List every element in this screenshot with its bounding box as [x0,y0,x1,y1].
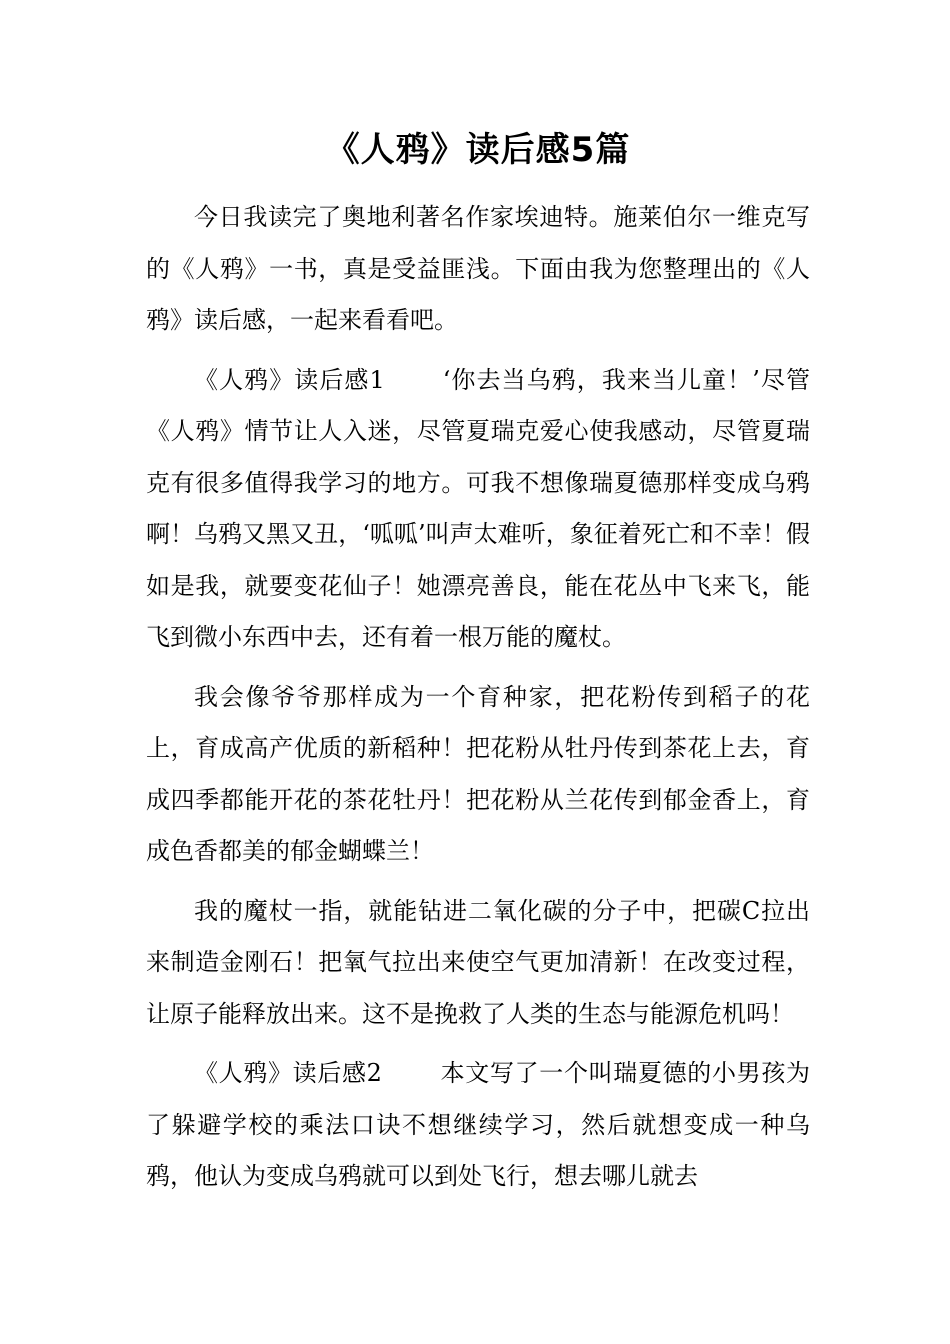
section-2-heading: 《人鸦》读后感2 [194,1059,382,1087]
paragraph-3: 我的魔杖一指，就能钻进二氧化碳的分子中，把碳C拉出来制造金刚石！把氧气拉出来使空气更加清新！在改变过程，让原子能释放出来。这不是挽救了人类的生态与能源危机吗！ [146,896,810,1028]
section-2-text: 本文写了一个叫瑞夏德的小男孩为了躲避学校的乘法口诀不想继续学习，然后就想变成一种乌鸦，他认为变成乌鸦就可以到处飞行，想去哪儿就去 [146,1059,810,1190]
section-2-paragraph [146,1048,810,1203]
document-title: 《人鸦》读后感5篇 [325,130,631,170]
section-1-heading: 《人鸦》读后感1 [194,365,385,394]
section-1-paragraph [146,355,810,664]
paragraph-2: 我会像爷爷那样成为一个育种家，把花粉传到稻子的花上，育成高产优质的新稻种！把花粉从牡丹传到茶花上去，育成四季都能开花的茶花牡丹！把花粉从兰花传到郁金香上，育成色香都美的郁金蝴蝶兰！ [146,682,810,865]
intro-paragraph: 今日我读完了奥地利著名作家埃迪特。施莱伯尔一维克写的《人鸦》一书，真是受益匪浅。下面由我为您整理出的《人鸦》读后感，一起来看看吧。 [146,203,810,334]
section-1-text: ‘你去当乌鸦，我来当儿童！’尽管《人鸦》情节让人入迷，尽管夏瑞克爱心使我感动，尽管夏瑞克有很多值得我学习的地方。可我不想像瑞夏德那样变成乌鸦啊！乌鸦又黑又丑，‘呱呱’叫声太难听，象征着死亡和不幸！假如是我，就要变花仙子！她漂亮善良，能在花丛中飞来飞，能飞到微小东西中去，还有着一根万能的魔杖。 [146,365,810,651]
